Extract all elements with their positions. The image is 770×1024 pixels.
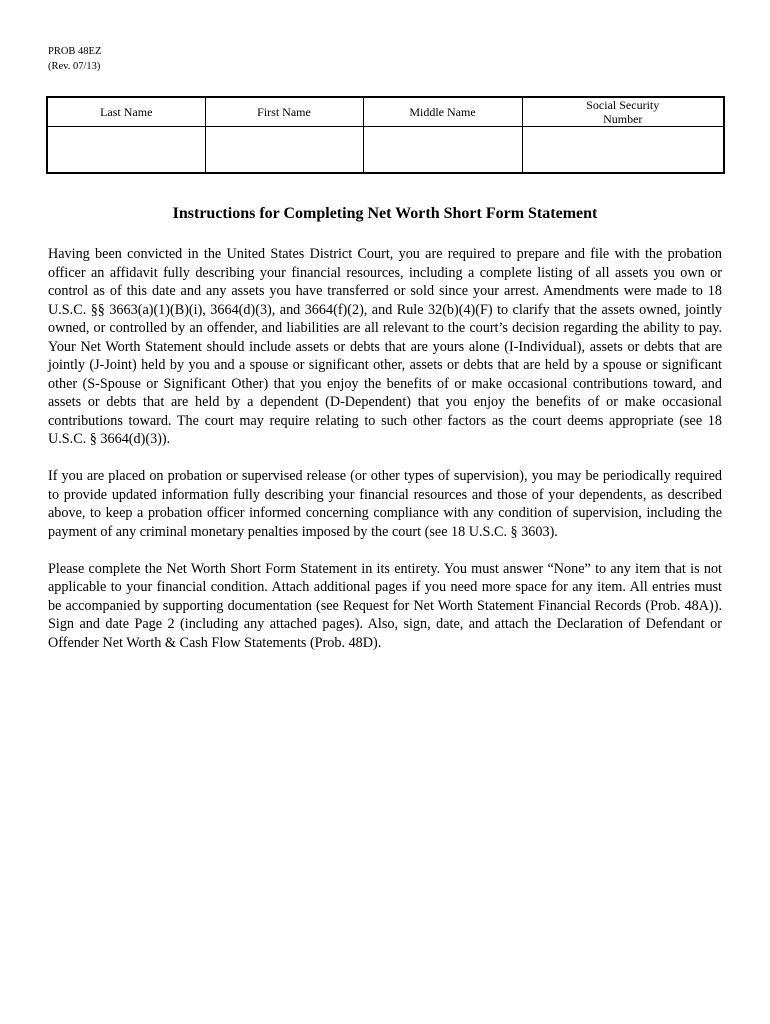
form-identifier [48,44,101,74]
form-revision: (Rev. 07/13) [48,61,101,72]
ssn-field[interactable] [522,127,724,174]
identification-entry-row [47,127,724,174]
instructions-body [48,245,722,671]
ssn-header [522,97,724,127]
instructions-paragraph-completion: Please complete the Net Worth Short Form Statement in its entirety. You must answer “None” to any item that is not applicable to your financial condition. Attach additional pages if you need more space for any item. All entries must be accompanied by supporting documentation (see Request for Net Worth Statement Financial Records (Prob. 48A)). Sign and date Page 2 (including any attached pages). Also, sign, date, and attach the Declaration of Defendant or Offender Net Worth & Cash Flow Statements (Prob. 48D). [48,560,722,651]
instructions-paragraph-conviction: Having been convicted in the United States District Court, you are required to prepare and file with the probation officer an affidavit fully describing your financial resources, including a complete listing of all assets you own or control as of this date and any assets you have transferred or sold since your arrest. Amendments were made to 18 U.S.C. §§ 3663(a)(1)(B)(i), 3664(d)(3), and 3664(f)(2), and Rule 32(b)(4)(F) to clarify that the assets owned, jointly owned, or controlled by an offender, and liabilities are all relevant to the court’s decision regarding the ability to pay. Your Net Worth Statement should include assets or debts that are yours alone (I-Individual), assets or debts that are jointly (J-Joint) held by you and a spouse or significant other, assets or debts that are held by a spouse or significant other (S-Spouse or Significant Other) that you enjoy the benefits of or make occasional contributions toward, and assets or debts that are held by a dependent (D-Dependent) that you enjoy the benefits of or make occasional contributions toward. The court may require relating to such other factors as the court deems appropriate (see 18 U.S.C. § 3664(d)(3)). [48,246,722,447]
form-number: PROB 48EZ [48,46,102,57]
first-name-field[interactable] [205,127,363,174]
page-title: Instructions for Completing Net Worth Short Form Statement [172,205,598,222]
middle-name-field[interactable] [363,127,522,174]
last-name-field[interactable] [47,127,205,174]
last-name-header: Last Name [47,97,205,127]
identification-header-row [47,97,724,127]
middle-name-header: Middle Name [363,97,522,127]
first-name-header: First Name [205,97,363,127]
identification-table [46,96,725,174]
ssn-header-label: Social Security Number [586,98,660,126]
instructions-paragraph-supervision: If you are placed on probation or supervised release (or other types of supervision), you may be periodically required to provide updated information fully describing your financial resources and those of your dependents, as described above, to keep a probation officer informed concerning compliance with any condition of supervision, including the payment of any criminal monetary penalties imposed by the court (see 18 U.S.C. § 3603). [48,468,722,540]
